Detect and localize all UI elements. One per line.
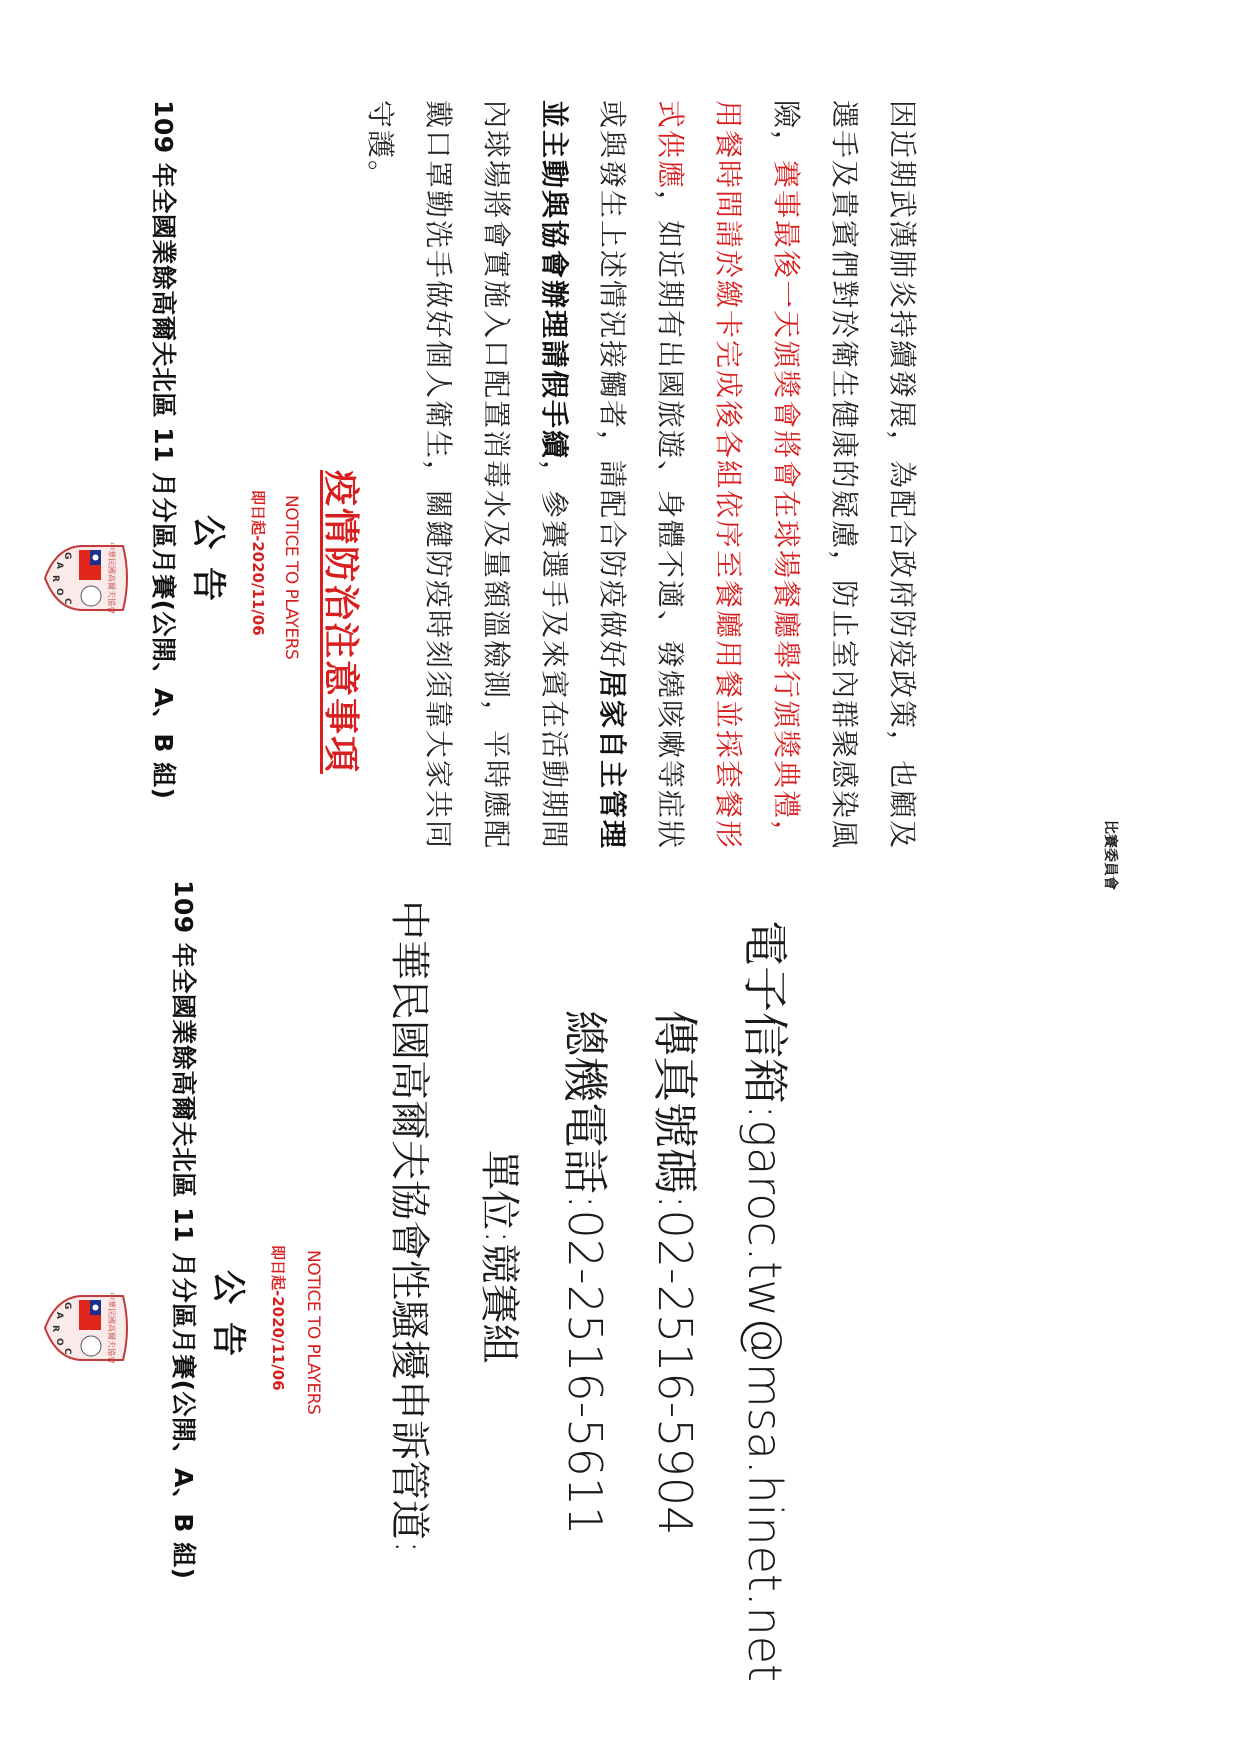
logo-letter-a: A <box>54 1312 64 1319</box>
body-venue-measures: ，參賽選手及來賓在活動期間內球場將會實施入口配置消毒水及量額溫檢測，平時應配戴口罩勤洗手做好個人衛生，關鍵防疫時刻須靠大家共同守護。 <box>364 100 571 851</box>
garoc-logo-icon <box>41 1288 129 1368</box>
logo-letter-g: G <box>62 552 72 560</box>
body-intro: 因近期武漢肺炎持續發展，為配合政府防疫政策，也顧及選手及貴賓們對於衛生健康的疑慮，防止室內群聚感染風險， <box>770 100 919 851</box>
logo-letter-c: C <box>62 598 72 605</box>
event-title: 109 年全國業餘高爾夫北區 11 月分區月賽(公開、A、B 組) <box>169 880 198 1580</box>
svg-text:中華民國高爾夫協會: 中華民國高爾夫協會 <box>107 1292 116 1364</box>
logo-letter-r: R <box>50 1325 60 1332</box>
notice-en: NOTICE TO PLAYERS <box>281 495 301 660</box>
garoc-logo <box>41 1288 129 1368</box>
logo-letter-o: O <box>54 588 64 596</box>
logo-letter-c: C <box>62 1348 72 1355</box>
effective-date: 即日起-2020/11/06 <box>269 1245 287 1391</box>
committee-signature: 比賽委員會 <box>1102 820 1118 890</box>
contact-phone: 總機電話:02-2516-5611 <box>558 1010 612 1536</box>
logo-letter-o: O <box>54 1338 64 1346</box>
garoc-logo <box>41 538 129 618</box>
svg-text:中華民國高爾夫協會: 中華民國高爾夫協會 <box>107 542 116 614</box>
notice-title: 公告 <box>208 1270 248 1374</box>
harassment-notice <box>0 880 1241 1755</box>
body-dining-arrangement: 賽事最後一天頒獎會將會在球場餐廳舉行頒獎典禮，用餐時間請於繳卡完成後各組依序至餐廳用餐並採套餐形式供應 <box>654 100 803 851</box>
logo-letter-r: R <box>50 575 60 582</box>
notice-body <box>351 100 931 860</box>
logo-letter-g: G <box>62 1302 72 1310</box>
garoc-logo-icon <box>41 538 129 618</box>
contact-fax: 傳真號碼:02-2516-5904 <box>648 1010 702 1536</box>
effective-date: 即日起-2020/11/06 <box>249 490 267 636</box>
event-title: 109 年全國業餘高爾夫北區 11 月分區月賽(公開、A、B 組) <box>149 100 178 800</box>
logo-letter-a: A <box>54 562 64 569</box>
notice-title: 公告 <box>188 515 228 619</box>
harassment-contact-heading: 中華民國高爾夫協會性騷擾申訴管道: <box>386 900 432 1554</box>
contact-email: 電子信箱:garoc.tw@msa.hinet.net <box>738 920 792 1683</box>
body-symptom-advice: ，如近期有出國旅遊、身體不適、發燒咳嗽等症狀或與發生上述情況接觸者，請配合防疫做好 <box>596 100 687 851</box>
notice-en: NOTICE TO PLAYERS <box>303 1250 323 1415</box>
covid-headline: 疫情防治注意事項 <box>320 470 361 775</box>
contact-unit: 單位:競賽組 <box>476 1150 522 1364</box>
body-self-management: 居家自主管理並主動與協會辦理請假手續 <box>538 100 629 851</box>
